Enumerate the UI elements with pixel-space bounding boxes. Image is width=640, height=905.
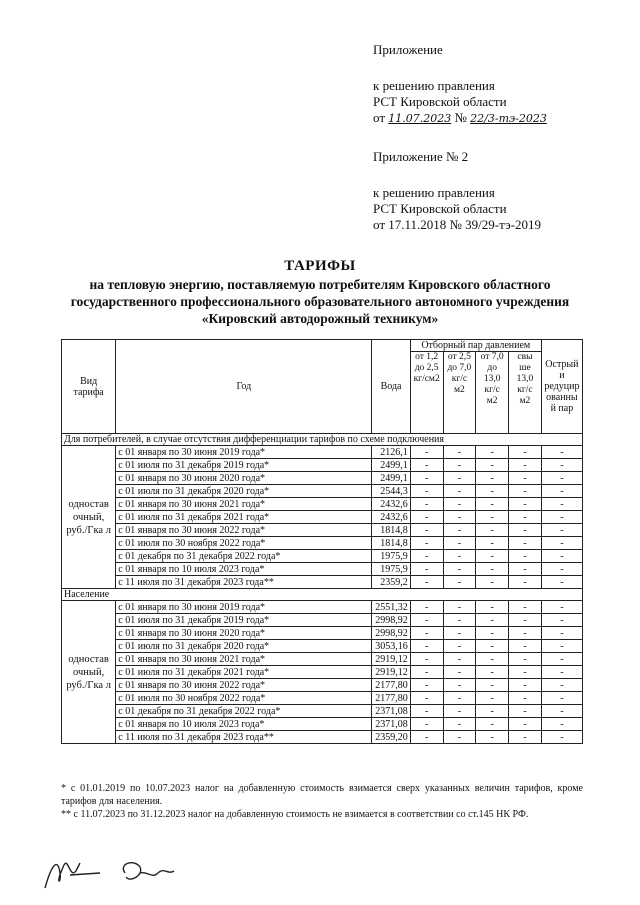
steam-tariff-cell: - [509, 446, 542, 459]
steam-tariff-cell: - [509, 550, 542, 563]
sharp-steam-tariff-cell: - [541, 485, 582, 498]
header-tariff-type: Вид тарифа [62, 340, 116, 434]
water-tariff-cell: 2126,1 [372, 446, 410, 459]
decision-date-line: от 11.07.2023 № 22/3-тэ-2023 [373, 110, 547, 125]
steam-tariff-cell: - [443, 640, 476, 653]
steam-tariff-cell: - [509, 511, 542, 524]
decision2-date-line: от 17.11.2018 № 39/29-тэ-2019 [373, 217, 542, 232]
water-tariff-cell: 1975,9 [372, 550, 410, 563]
water-tariff-cell: 2998,92 [372, 614, 410, 627]
steam-tariff-cell: - [410, 472, 443, 485]
steam-tariff-cell: - [410, 614, 443, 627]
steam-tariff-cell: - [443, 550, 476, 563]
steam-tariff-cell: - [443, 459, 476, 472]
period-cell: с 01 июля по 31 декабря 2019 года* [116, 614, 372, 627]
document-title: ТАРИФЫ [284, 258, 356, 274]
steam-tariff-cell: - [410, 446, 443, 459]
table-row [62, 446, 583, 459]
sharp-steam-tariff-cell: - [541, 524, 582, 537]
sharp-steam-tariff-cell: - [541, 550, 582, 563]
steam-tariff-cell: - [476, 731, 509, 744]
appendix-header [373, 42, 547, 127]
period-cell: с 01 июля по 30 ноября 2022 года* [116, 537, 372, 550]
steam-tariff-cell: - [410, 692, 443, 705]
period-cell: с 01 января по 30 июня 2019 года* [116, 446, 372, 459]
table-row [62, 627, 583, 640]
period-cell: с 01 июля по 31 декабря 2021 года* [116, 511, 372, 524]
steam-tariff-cell: - [476, 550, 509, 563]
steam-tariff-cell: - [509, 640, 542, 653]
steam-tariff-cell: - [410, 576, 443, 589]
table-row [62, 679, 583, 692]
steam-tariff-cell: - [509, 485, 542, 498]
steam-tariff-cell: - [509, 524, 542, 537]
sharp-steam-tariff-cell: - [541, 718, 582, 731]
steam-tariff-cell: - [410, 679, 443, 692]
water-tariff-cell: 2919,12 [372, 653, 410, 666]
steam-tariff-cell: - [410, 537, 443, 550]
steam-tariff-cell: - [509, 614, 542, 627]
table-row [62, 601, 583, 614]
sharp-steam-tariff-cell: - [541, 627, 582, 640]
steam-tariff-cell: - [443, 576, 476, 589]
steam-tariff-cell: - [476, 459, 509, 472]
handwritten-date: 11.07.2023 [388, 112, 452, 125]
steam-tariff-cell: - [476, 511, 509, 524]
steam-tariff-cell: - [410, 666, 443, 679]
table-row [62, 472, 583, 485]
header-pressure-3: от 7,0 до 13,0 кг/с м2 [476, 352, 509, 434]
steam-tariff-cell: - [476, 524, 509, 537]
steam-tariff-cell: - [509, 666, 542, 679]
steam-tariff-cell: - [509, 498, 542, 511]
period-cell: с 11 июля по 31 декабря 2023 года** [116, 731, 372, 744]
header-pressure-4: свы ше 13,0 кг/с м2 [509, 352, 542, 434]
steam-tariff-cell: - [443, 653, 476, 666]
tariff-type-cell: одностав очный, руб./Гка л [62, 446, 116, 589]
sharp-steam-tariff-cell: - [541, 563, 582, 576]
steam-tariff-cell: - [410, 653, 443, 666]
steam-tariff-cell: - [443, 705, 476, 718]
steam-tariff-cell: - [509, 627, 542, 640]
water-tariff-cell: 2177,80 [372, 692, 410, 705]
table-row [62, 524, 583, 537]
steam-tariff-cell: - [443, 563, 476, 576]
steam-tariff-cell: - [443, 731, 476, 744]
steam-tariff-cell: - [476, 563, 509, 576]
steam-tariff-cell: - [476, 576, 509, 589]
steam-tariff-cell: - [410, 550, 443, 563]
steam-tariff-cell: - [509, 731, 542, 744]
period-cell: с 01 января по 30 июня 2020 года* [116, 627, 372, 640]
tariff-type-cell: одностав очный, руб./Гка л [62, 601, 116, 744]
water-tariff-cell: 2499,1 [372, 459, 410, 472]
steam-tariff-cell: - [443, 524, 476, 537]
period-cell: с 01 января по 30 июня 2019 года* [116, 601, 372, 614]
footnote-1: * с 01.01.2019 по 10.07.2023 налог на добавленную стоимость взимается сверх указанных величин тарифов, кроме тарифов для населения. [61, 783, 583, 807]
table-row [62, 666, 583, 679]
water-tariff-cell: 2177,80 [372, 679, 410, 692]
steam-tariff-cell: - [410, 485, 443, 498]
sharp-steam-tariff-cell: - [541, 459, 582, 472]
appendix2-title: Приложение № 2 [373, 149, 469, 164]
water-tariff-cell: 2359,20 [372, 731, 410, 744]
table-row [62, 537, 583, 550]
steam-tariff-cell: - [410, 498, 443, 511]
water-tariff-cell: 2499,1 [372, 472, 410, 485]
period-cell: с 01 декабря по 31 декабря 2022 года* [116, 550, 372, 563]
steam-tariff-cell: - [443, 511, 476, 524]
table-row [62, 511, 583, 524]
steam-tariff-cell: - [443, 601, 476, 614]
period-cell: с 01 января по 30 июня 2020 года* [116, 472, 372, 485]
steam-tariff-cell: - [476, 472, 509, 485]
water-tariff-cell: 2371,08 [372, 718, 410, 731]
steam-tariff-cell: - [410, 459, 443, 472]
water-tariff-cell: 1814,8 [372, 537, 410, 550]
sharp-steam-tariff-cell: - [541, 705, 582, 718]
period-cell: с 11 июля по 31 декабря 2023 года** [116, 576, 372, 589]
period-cell: с 01 декабря по 31 декабря 2022 года* [116, 705, 372, 718]
section-title: Население [62, 589, 583, 601]
steam-tariff-cell: - [509, 718, 542, 731]
steam-tariff-cell: - [476, 537, 509, 550]
water-tariff-cell: 3053,16 [372, 640, 410, 653]
steam-tariff-cell: - [509, 653, 542, 666]
table-row [62, 705, 583, 718]
steam-tariff-cell: - [443, 485, 476, 498]
header-pressure-1: от 1,2 до 2,5 кг/см2 [410, 352, 443, 434]
sharp-steam-tariff-cell: - [541, 537, 582, 550]
sharp-steam-tariff-cell: - [541, 498, 582, 511]
steam-tariff-cell: - [410, 731, 443, 744]
header-water: Вода [372, 340, 410, 434]
table-row [62, 731, 583, 744]
sharp-steam-tariff-cell: - [541, 601, 582, 614]
steam-tariff-cell: - [443, 692, 476, 705]
table-row [62, 485, 583, 498]
water-tariff-cell: 2544,3 [372, 485, 410, 498]
steam-tariff-cell: - [443, 472, 476, 485]
period-cell: с 01 января по 30 июня 2021 года* [116, 498, 372, 511]
period-cell: с 01 июля по 31 декабря 2020 года* [116, 640, 372, 653]
signature-image [40, 853, 190, 893]
table-row [62, 640, 583, 653]
steam-tariff-cell: - [443, 718, 476, 731]
steam-tariff-cell: - [509, 563, 542, 576]
sharp-steam-tariff-cell: - [541, 640, 582, 653]
steam-tariff-cell: - [443, 666, 476, 679]
table-row [62, 653, 583, 666]
steam-tariff-cell: - [410, 563, 443, 576]
header-period: Год [116, 340, 372, 434]
steam-tariff-cell: - [476, 718, 509, 731]
water-tariff-cell: 2359,2 [372, 576, 410, 589]
footnote-2: ** с 11.07.2023 по 31.12.2023 налог на добавленную стоимость не взимается в соответствии со ст.145 НК РФ. [61, 809, 529, 820]
steam-tariff-cell: - [509, 601, 542, 614]
steam-tariff-cell: - [410, 705, 443, 718]
sharp-steam-tariff-cell: - [541, 446, 582, 459]
footnotes [61, 782, 583, 821]
steam-tariff-cell: - [443, 498, 476, 511]
steam-tariff-cell: - [443, 446, 476, 459]
tariff-table [61, 339, 583, 744]
steam-tariff-cell: - [410, 601, 443, 614]
steam-tariff-cell: - [476, 614, 509, 627]
water-tariff-cell: 1975,9 [372, 563, 410, 576]
table-row [62, 563, 583, 576]
period-cell: с 01 января по 30 июня 2021 года* [116, 653, 372, 666]
period-cell: с 01 января по 10 июля 2023 года* [116, 718, 372, 731]
table-row [62, 718, 583, 731]
steam-tariff-cell: - [443, 627, 476, 640]
table-row [62, 498, 583, 511]
section-title-row [62, 589, 583, 601]
period-cell: с 01 июля по 31 декабря 2020 года* [116, 485, 372, 498]
sharp-steam-tariff-cell: - [541, 731, 582, 744]
appendix2-header [373, 149, 541, 233]
water-tariff-cell: 1814,8 [372, 524, 410, 537]
steam-tariff-cell: - [476, 498, 509, 511]
sharp-steam-tariff-cell: - [541, 511, 582, 524]
steam-tariff-cell: - [443, 614, 476, 627]
steam-tariff-cell: - [509, 537, 542, 550]
sharp-steam-tariff-cell: - [541, 692, 582, 705]
sharp-steam-tariff-cell: - [541, 666, 582, 679]
steam-tariff-cell: - [509, 705, 542, 718]
steam-tariff-cell: - [476, 653, 509, 666]
document-subtitle: на тепловую энергию, поставляемую потребителям Кировского областного государственного профессионального образовательного автономного учреждения «Кировский автодорожный техникум» [70, 277, 570, 326]
table-row [62, 614, 583, 627]
steam-tariff-cell: - [509, 679, 542, 692]
steam-tariff-cell: - [443, 679, 476, 692]
steam-tariff-cell: - [476, 485, 509, 498]
steam-tariff-cell: - [476, 666, 509, 679]
handwritten-number: 22/3-тэ-2023 [470, 112, 547, 125]
period-cell: с 01 июля по 31 декабря 2019 года* [116, 459, 372, 472]
steam-tariff-cell: - [476, 640, 509, 653]
header-selected-steam: Отборный пар давлением [410, 340, 541, 352]
decision-line: к решению правления [373, 78, 495, 93]
sharp-steam-tariff-cell: - [541, 679, 582, 692]
steam-tariff-cell: - [410, 640, 443, 653]
sharp-steam-tariff-cell: - [541, 576, 582, 589]
steam-tariff-cell: - [443, 537, 476, 550]
table-row [62, 550, 583, 563]
steam-tariff-cell: - [476, 692, 509, 705]
steam-tariff-cell: - [410, 524, 443, 537]
sharp-steam-tariff-cell: - [541, 472, 582, 485]
steam-tariff-cell: - [509, 576, 542, 589]
steam-tariff-cell: - [476, 446, 509, 459]
steam-tariff-cell: - [410, 627, 443, 640]
water-tariff-cell: 2371,08 [372, 705, 410, 718]
steam-tariff-cell: - [509, 692, 542, 705]
water-tariff-cell: 2432,6 [372, 511, 410, 524]
period-cell: с 01 июля по 30 ноября 2022 года* [116, 692, 372, 705]
authority2-line: РСТ Кировской области [373, 201, 507, 216]
steam-tariff-cell: - [509, 472, 542, 485]
water-tariff-cell: 2919,12 [372, 666, 410, 679]
water-tariff-cell: 2432,6 [372, 498, 410, 511]
steam-tariff-cell: - [410, 511, 443, 524]
period-cell: с 01 июля по 31 декабря 2021 года* [116, 666, 372, 679]
steam-tariff-cell: - [476, 627, 509, 640]
sharp-steam-tariff-cell: - [541, 614, 582, 627]
appendix-title: Приложение [373, 42, 443, 57]
steam-tariff-cell: - [509, 459, 542, 472]
steam-tariff-cell: - [410, 718, 443, 731]
period-cell: с 01 января по 30 июня 2022 года* [116, 524, 372, 537]
decision2-line: к решению правления [373, 185, 495, 200]
header-pressure-2: от 2,5 до 7,0 кг/с м2 [443, 352, 476, 434]
authority-line: РСТ Кировской области [373, 94, 507, 109]
steam-tariff-cell: - [476, 601, 509, 614]
table-row [62, 576, 583, 589]
period-cell: с 01 января по 30 июня 2022 года* [116, 679, 372, 692]
section-title: Для потребителей, в случае отсутствия дифференциации тарифов по схеме подключения [62, 434, 583, 446]
steam-tariff-cell: - [476, 705, 509, 718]
water-tariff-cell: 2998,92 [372, 627, 410, 640]
table-row [62, 459, 583, 472]
sharp-steam-tariff-cell: - [541, 653, 582, 666]
header-sharp-steam: Острый и редуцир ованны й пар [541, 340, 582, 434]
period-cell: с 01 января по 10 июля 2023 года* [116, 563, 372, 576]
section-title-row [62, 434, 583, 446]
steam-tariff-cell: - [476, 679, 509, 692]
water-tariff-cell: 2551,32 [372, 601, 410, 614]
table-row [62, 692, 583, 705]
